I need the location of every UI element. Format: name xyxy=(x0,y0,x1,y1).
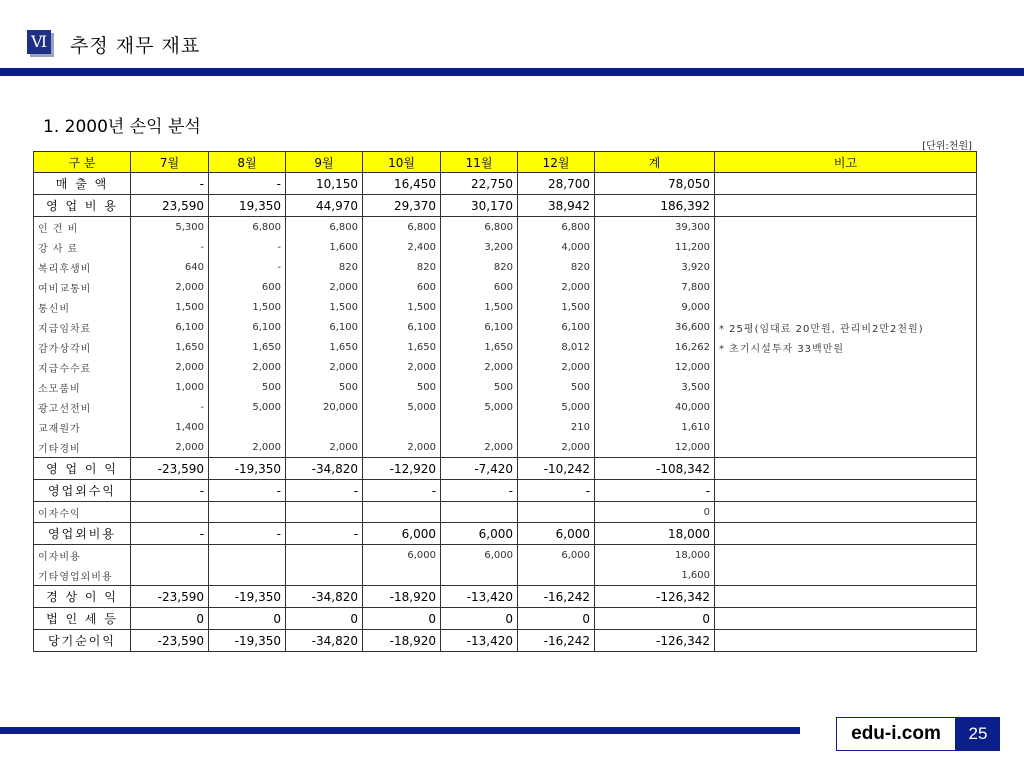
table-subrow xyxy=(34,502,977,523)
table-cell: 3,920 xyxy=(595,257,715,277)
table-cell: 0 xyxy=(209,608,286,630)
table-cell: 6,000 xyxy=(518,545,595,566)
remarks-cell xyxy=(715,630,977,652)
remarks-cell xyxy=(715,277,977,297)
table-cell: 500 xyxy=(363,377,441,397)
table-cell: 2,000 xyxy=(441,437,518,458)
table-cell: -13,420 xyxy=(441,630,518,652)
remarks-cell xyxy=(715,502,977,523)
table-cell: 0 xyxy=(595,502,715,523)
table-cell: - xyxy=(441,480,518,502)
remarks-cell xyxy=(715,545,977,566)
table-subrow xyxy=(34,317,977,337)
table-cell: - xyxy=(131,397,209,417)
table-cell: 12,000 xyxy=(595,357,715,377)
remarks-cell xyxy=(715,586,977,608)
table-cell: 22,750 xyxy=(441,173,518,195)
table-cell xyxy=(286,565,363,586)
table-subrow xyxy=(34,217,977,238)
page-title: 추정 재무 재표 xyxy=(70,35,201,57)
table-cell: 2,000 xyxy=(131,277,209,297)
table-cell: 500 xyxy=(441,377,518,397)
table-subrow xyxy=(34,545,977,566)
chapter-badge: Ⅵ xyxy=(27,30,51,54)
table-cell: 2,000 xyxy=(518,277,595,297)
table-cell: -16,242 xyxy=(518,586,595,608)
table-subrow xyxy=(34,257,977,277)
table-cell: 0 xyxy=(131,608,209,630)
table-cell: 40,000 xyxy=(595,397,715,417)
table-cell: 30,170 xyxy=(441,195,518,217)
table-cell xyxy=(363,502,441,523)
table-cell: 500 xyxy=(286,377,363,397)
table-cell xyxy=(209,417,286,437)
table-cell: - xyxy=(131,173,209,195)
table-cell: 2,000 xyxy=(286,357,363,377)
table-cell: 18,000 xyxy=(595,523,715,545)
table-cell: - xyxy=(363,480,441,502)
row-label: 기타경비 xyxy=(34,437,131,458)
table-cell: 1,650 xyxy=(131,337,209,357)
table-cell: 820 xyxy=(363,257,441,277)
table-cell: 6,000 xyxy=(363,523,441,545)
row-label: 영업외수익 xyxy=(34,480,131,502)
table-subrow xyxy=(34,277,977,297)
table-cell: 1,500 xyxy=(363,297,441,317)
table-cell: 6,100 xyxy=(131,317,209,337)
remarks-cell xyxy=(715,565,977,586)
table-cell xyxy=(441,417,518,437)
row-label: 경 상 이 익 xyxy=(34,586,131,608)
table-cell: 6,800 xyxy=(286,217,363,238)
table-cell: 0 xyxy=(286,608,363,630)
table-cell: 600 xyxy=(363,277,441,297)
table-subrow xyxy=(34,417,977,437)
table-row xyxy=(34,630,977,652)
remarks-cell xyxy=(715,173,977,195)
table-cell: 44,970 xyxy=(286,195,363,217)
table-header-row xyxy=(34,152,977,173)
table-cell: 23,590 xyxy=(131,195,209,217)
row-label: 강 사 료 xyxy=(34,237,131,257)
table-cell: 3,500 xyxy=(595,377,715,397)
table-cell: -23,590 xyxy=(131,630,209,652)
table-cell xyxy=(518,565,595,586)
row-label: 복리후생비 xyxy=(34,257,131,277)
remarks-cell xyxy=(715,297,977,317)
table-cell: 6,800 xyxy=(441,217,518,238)
table-cell: 11,200 xyxy=(595,237,715,257)
table-cell: - xyxy=(286,480,363,502)
remarks-cell xyxy=(715,458,977,480)
table-cell: - xyxy=(131,523,209,545)
table-cell xyxy=(209,502,286,523)
table-subrow xyxy=(34,377,977,397)
table-cell: 1,500 xyxy=(209,297,286,317)
table-cell: 6,100 xyxy=(518,317,595,337)
column-header: 구 분 xyxy=(34,152,131,173)
table-cell: 2,000 xyxy=(131,357,209,377)
remarks-cell xyxy=(715,357,977,377)
table-cell: -16,242 xyxy=(518,630,595,652)
table-cell: 18,000 xyxy=(595,545,715,566)
table-cell: 6,000 xyxy=(518,523,595,545)
table-cell: 6,000 xyxy=(441,523,518,545)
table-cell: 2,000 xyxy=(518,437,595,458)
table-cell: 6,100 xyxy=(363,317,441,337)
row-label: 광고선전비 xyxy=(34,397,131,417)
table-cell: - xyxy=(209,173,286,195)
table-cell: 500 xyxy=(518,377,595,397)
table-cell: 1,650 xyxy=(286,337,363,357)
table-row xyxy=(34,586,977,608)
table-cell: 6,800 xyxy=(518,217,595,238)
table-cell: - xyxy=(131,237,209,257)
row-label: 매 출 액 xyxy=(34,173,131,195)
table-cell: 6,800 xyxy=(363,217,441,238)
table-cell: 2,000 xyxy=(363,357,441,377)
table-cell: 640 xyxy=(131,257,209,277)
table-cell xyxy=(286,417,363,437)
table-row xyxy=(34,608,977,630)
table-cell: 2,000 xyxy=(363,437,441,458)
table-cell: 78,050 xyxy=(595,173,715,195)
table-cell xyxy=(286,545,363,566)
row-label: 소모품비 xyxy=(34,377,131,397)
table-cell: 600 xyxy=(441,277,518,297)
table-cell: -34,820 xyxy=(286,630,363,652)
remarks-cell xyxy=(715,608,977,630)
table-subrow xyxy=(34,397,977,417)
table-cell: 6,800 xyxy=(209,217,286,238)
column-header: 비고 xyxy=(715,152,977,173)
table-cell: 6,100 xyxy=(209,317,286,337)
table-cell: 6,000 xyxy=(441,545,518,566)
table-cell: 1,500 xyxy=(131,297,209,317)
table-cell xyxy=(441,502,518,523)
unit-note: [단위:천원] xyxy=(922,141,972,152)
row-label: 인 건 비 xyxy=(34,217,131,238)
table-cell xyxy=(363,565,441,586)
table-cell: 28,700 xyxy=(518,173,595,195)
table-cell: 2,000 xyxy=(209,437,286,458)
table-cell: -23,590 xyxy=(131,458,209,480)
table-subrow xyxy=(34,237,977,257)
table-cell: 0 xyxy=(595,608,715,630)
table-cell: 1,500 xyxy=(286,297,363,317)
table-cell: 16,262 xyxy=(595,337,715,357)
row-label: 지급수수료 xyxy=(34,357,131,377)
row-label: 지급임차료 xyxy=(34,317,131,337)
table-cell: 0 xyxy=(363,608,441,630)
table-cell: -126,342 xyxy=(595,586,715,608)
row-label: 감가상각비 xyxy=(34,337,131,357)
footer-divider xyxy=(0,727,800,734)
row-label: 여비교통비 xyxy=(34,277,131,297)
table-cell: 8,012 xyxy=(518,337,595,357)
brand-label: edu-i.com xyxy=(836,717,956,751)
table-cell: - xyxy=(209,480,286,502)
remarks-cell: * 25평(임대료 20만원, 관리비2만2천원) xyxy=(715,317,977,337)
remarks-cell xyxy=(715,377,977,397)
row-label: 영업외비용 xyxy=(34,523,131,545)
row-label: 이자수익 xyxy=(34,502,131,523)
column-header: 계 xyxy=(595,152,715,173)
table-subrow xyxy=(34,297,977,317)
table-cell: 20,000 xyxy=(286,397,363,417)
table-subrow xyxy=(34,437,977,458)
row-label: 당기순이익 xyxy=(34,630,131,652)
row-label: 이자비용 xyxy=(34,545,131,566)
section-title: 1. 2000년 손익 분석 xyxy=(43,117,201,137)
table-cell: -19,350 xyxy=(209,586,286,608)
column-header: 10월 xyxy=(363,152,441,173)
table-cell: 5,000 xyxy=(209,397,286,417)
table-cell: 500 xyxy=(209,377,286,397)
remarks-cell xyxy=(715,417,977,437)
row-label: 교재원가 xyxy=(34,417,131,437)
table-cell: -19,350 xyxy=(209,630,286,652)
table-cell: 1,600 xyxy=(595,565,715,586)
remarks-cell xyxy=(715,437,977,458)
table-cell xyxy=(131,502,209,523)
table-cell: 186,392 xyxy=(595,195,715,217)
table-cell: -126,342 xyxy=(595,630,715,652)
remarks-cell xyxy=(715,237,977,257)
remarks-cell xyxy=(715,257,977,277)
table-cell xyxy=(518,502,595,523)
table-cell: 1,650 xyxy=(363,337,441,357)
table-cell: 3,200 xyxy=(441,237,518,257)
table-subrow xyxy=(34,357,977,377)
column-header: 8월 xyxy=(209,152,286,173)
table-cell: - xyxy=(209,523,286,545)
table-cell: - xyxy=(518,480,595,502)
row-label: 법 인 세 등 xyxy=(34,608,131,630)
table-cell xyxy=(441,565,518,586)
row-label: 기타영업외비용 xyxy=(34,565,131,586)
table-cell: 5,000 xyxy=(441,397,518,417)
table-cell xyxy=(363,417,441,437)
table-cell: 820 xyxy=(286,257,363,277)
table-cell: 5,000 xyxy=(363,397,441,417)
table-cell: 0 xyxy=(441,608,518,630)
table-cell: -7,420 xyxy=(441,458,518,480)
table-row xyxy=(34,480,977,502)
table-cell: 4,000 xyxy=(518,237,595,257)
table-cell: 2,000 xyxy=(518,357,595,377)
table-cell: 38,942 xyxy=(518,195,595,217)
table-cell: -18,920 xyxy=(363,630,441,652)
table-subrow xyxy=(34,565,977,586)
table-cell xyxy=(286,502,363,523)
table-cell: -108,342 xyxy=(595,458,715,480)
table-cell: 1,610 xyxy=(595,417,715,437)
table-cell: -34,820 xyxy=(286,458,363,480)
column-header: 9월 xyxy=(286,152,363,173)
table-cell: 29,370 xyxy=(363,195,441,217)
row-label: 영 업 이 익 xyxy=(34,458,131,480)
table-cell: - xyxy=(209,257,286,277)
table-cell xyxy=(131,565,209,586)
table-cell: 2,000 xyxy=(131,437,209,458)
table-cell: - xyxy=(595,480,715,502)
remarks-cell: * 초기시설투자 33백만원 xyxy=(715,337,977,357)
table-cell: -13,420 xyxy=(441,586,518,608)
table-cell: -23,590 xyxy=(131,586,209,608)
table-cell: -19,350 xyxy=(209,458,286,480)
table-cell: 36,600 xyxy=(595,317,715,337)
income-statement-table xyxy=(33,151,977,652)
row-label: 영 업 비 용 xyxy=(34,195,131,217)
table-row xyxy=(34,195,977,217)
table-cell xyxy=(209,545,286,566)
table-cell: 5,000 xyxy=(518,397,595,417)
remarks-cell xyxy=(715,523,977,545)
table-row xyxy=(34,173,977,195)
table-cell: 10,150 xyxy=(286,173,363,195)
table-cell: - xyxy=(131,480,209,502)
table-cell: 1,000 xyxy=(131,377,209,397)
table-cell: 5,300 xyxy=(131,217,209,238)
page-number: 25 xyxy=(956,717,1000,751)
table-cell xyxy=(209,565,286,586)
remarks-cell xyxy=(715,397,977,417)
remarks-cell xyxy=(715,195,977,217)
table-cell: 2,000 xyxy=(286,277,363,297)
table-cell: - xyxy=(209,237,286,257)
table-cell: 2,000 xyxy=(441,357,518,377)
table-cell: 1,500 xyxy=(441,297,518,317)
table-cell: 820 xyxy=(518,257,595,277)
table-cell: 1,500 xyxy=(518,297,595,317)
table-cell: -12,920 xyxy=(363,458,441,480)
table-cell: 1,650 xyxy=(209,337,286,357)
table-cell: 19,350 xyxy=(209,195,286,217)
table-cell: 2,000 xyxy=(209,357,286,377)
table-row xyxy=(34,523,977,545)
table-cell: 1,650 xyxy=(441,337,518,357)
table-cell: 1,400 xyxy=(131,417,209,437)
table-cell: 6,100 xyxy=(286,317,363,337)
header-divider xyxy=(0,68,1024,76)
table-cell: 7,800 xyxy=(595,277,715,297)
table-cell: 6,100 xyxy=(441,317,518,337)
table-cell: 0 xyxy=(518,608,595,630)
table-cell: 6,000 xyxy=(363,545,441,566)
table-cell: 16,450 xyxy=(363,173,441,195)
table-cell: 12,000 xyxy=(595,437,715,458)
remarks-cell xyxy=(715,217,977,238)
column-header: 11월 xyxy=(441,152,518,173)
table-cell: 210 xyxy=(518,417,595,437)
table-cell: -34,820 xyxy=(286,586,363,608)
table-cell: 39,300 xyxy=(595,217,715,238)
table-cell xyxy=(131,545,209,566)
table-row xyxy=(34,458,977,480)
column-header: 12월 xyxy=(518,152,595,173)
table-cell: 9,000 xyxy=(595,297,715,317)
table-cell: 2,400 xyxy=(363,237,441,257)
table-cell: -10,242 xyxy=(518,458,595,480)
table-cell: 1,600 xyxy=(286,237,363,257)
table-cell: -18,920 xyxy=(363,586,441,608)
table-cell: - xyxy=(286,523,363,545)
row-label: 통신비 xyxy=(34,297,131,317)
table-cell: 600 xyxy=(209,277,286,297)
column-header: 7월 xyxy=(131,152,209,173)
table-cell: 2,000 xyxy=(286,437,363,458)
table-cell: 820 xyxy=(441,257,518,277)
remarks-cell xyxy=(715,480,977,502)
table-subrow xyxy=(34,337,977,357)
